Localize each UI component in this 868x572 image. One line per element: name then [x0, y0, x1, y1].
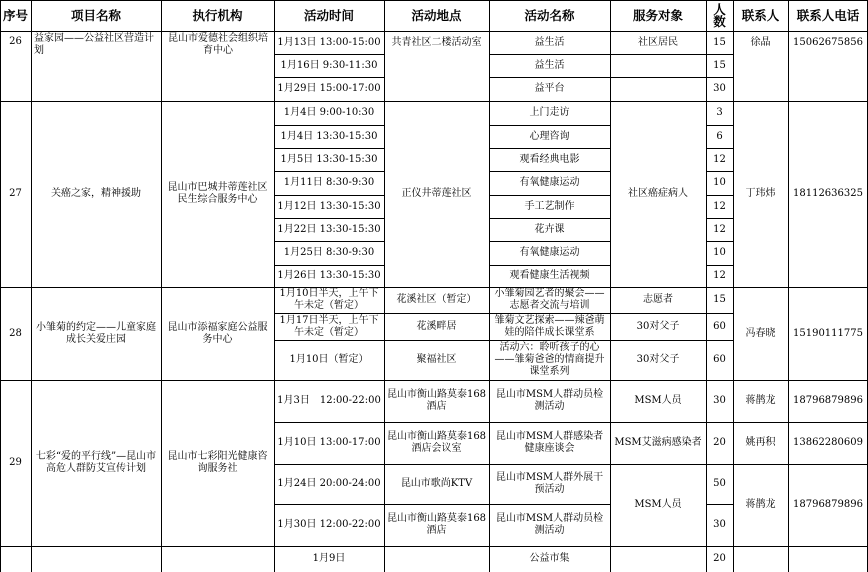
grid-line [274, 422, 868, 423]
activity-name: 益生活 [534, 36, 565, 48]
participant-count: 20 [713, 553, 726, 564]
project-name: 七彩“爱的平行线”—昆山市高危人群防艾宣传计划 [35, 451, 157, 474]
grid-line [31, 0, 32, 572]
activity-name: 昆山市MSM人群感染者健康座谈会 [495, 431, 604, 454]
contact-phone: 15062675856 [793, 36, 863, 48]
activity-name: 小雏菊园艺者的聚会——志愿者交流与培训 [494, 288, 605, 311]
header-time: 活动时间 [303, 7, 354, 23]
grid-line [161, 0, 162, 572]
activity-name: 手工艺制作 [524, 200, 575, 212]
contact-person: 冯春晓 [745, 327, 776, 339]
activity-time: 1月26日 13:30-15:30 [277, 270, 381, 281]
grid-line [489, 77, 733, 78]
grid-line [489, 0, 490, 572]
activity-name: 昆山市MSM人群动员检测活动 [495, 389, 604, 412]
grid-line [489, 125, 610, 126]
grid-line [0, 0, 1, 572]
grid-line [706, 171, 733, 172]
activity-name: 雏菊文艺探索——辣爸萌娃的陪伴成长课堂系 [494, 314, 605, 338]
participant-count: 60 [713, 354, 726, 365]
participant-count: 30 [713, 83, 726, 94]
contact-person: 姚再积 [745, 437, 776, 448]
activity-name: 昆山市MSM人群动员检测活动 [495, 513, 604, 536]
participant-count: 12 [713, 223, 726, 235]
grid-line [274, 0, 275, 572]
activity-time: 1月22日 13:30-15:30 [277, 223, 381, 235]
activity-name: 益生活 [534, 59, 565, 71]
service-target: 社区居民 [638, 36, 678, 48]
activity-time: 1月30日 12:00-22:00 [277, 519, 381, 530]
participant-count: 10 [713, 177, 726, 188]
activity-name: 益平台 [534, 83, 565, 94]
service-target: 30对父子 [636, 320, 680, 332]
service-target: 社区癌症病人 [628, 188, 688, 199]
project-name: 益家园——公益社区营造计划 [34, 33, 154, 56]
header-seq: 序号 [2, 7, 28, 23]
participant-count: 12 [713, 153, 726, 165]
header-place: 活动地点 [411, 7, 462, 23]
project-name: 关癌之家，精神援助 [51, 188, 141, 199]
grid-line [489, 241, 610, 242]
activity-place: 昆山市衡山路莫泰168酒店 [386, 513, 487, 536]
activity-place: 正仪井蒂莲社区 [401, 188, 472, 199]
participant-count: 12 [713, 270, 726, 281]
header-project: 项目名称 [70, 7, 121, 23]
participant-count: 12 [713, 200, 726, 212]
participant-count: 20 [713, 437, 726, 448]
activity-name: 有氧健康运动 [519, 177, 580, 188]
activity-time: 1月3日 12:00-22:00 [277, 395, 381, 406]
group-seq: 28 [9, 327, 22, 339]
activity-name: 有氧健康运动 [519, 247, 580, 258]
grid-line [733, 0, 734, 572]
activity-time: 1月9日 [312, 553, 346, 564]
service-target: 30对父子 [636, 354, 680, 365]
header-contact: 联系人 [741, 7, 780, 23]
activity-time: 1月24日 20:00-24:00 [277, 478, 381, 489]
grid-line [489, 171, 610, 172]
grid-line [274, 340, 733, 341]
activity-place: 共青社区二楼活动室 [391, 36, 482, 48]
grid-line [0, 101, 868, 102]
grid-line [706, 265, 733, 266]
grid-line [489, 218, 610, 219]
grid-line [706, 241, 733, 242]
activity-place: 昆山市歌尚KTV [400, 478, 473, 489]
header-target: 服务对象 [632, 7, 683, 23]
activity-name: 昆山市MSM人群外展干预活动 [495, 472, 604, 495]
grid-line [0, 287, 868, 288]
grid-line [274, 171, 384, 172]
grid-line [0, 380, 868, 381]
contact-phone: 18796879896 [793, 499, 863, 510]
header-activity: 活动名称 [524, 7, 575, 23]
grid-line [706, 125, 733, 126]
grid-line [0, 31, 868, 32]
grid-line [274, 218, 384, 219]
participant-count: 15 [713, 36, 726, 48]
activity-name: 公益市集 [529, 553, 570, 564]
org-name: 昆山市巴城井蒂莲社区民生综合服务中心 [167, 182, 268, 205]
contact-person: 徐晶 [750, 36, 771, 48]
participant-count: 10 [713, 247, 726, 258]
grid-line [274, 77, 384, 78]
activity-time: 1月10日半天，上午下午未定（暂定） [279, 288, 379, 311]
activity-time: 1月25日 8:30-9:30 [283, 247, 375, 258]
grid-line [706, 195, 733, 196]
service-target: MSM人员 [634, 395, 682, 406]
activity-time: 1月29日 15:00-17:00 [277, 83, 381, 94]
org-name: 昆山市添福家庭公益服务中心 [167, 321, 268, 345]
contact-person: 丁玮炜 [745, 188, 776, 199]
grid-line [274, 195, 384, 196]
participant-count: 30 [713, 519, 726, 530]
grid-line [0, 0, 868, 1]
contact-phone: 15190111775 [793, 327, 863, 339]
header-phone: 联系人电话 [796, 7, 860, 23]
service-target: 志愿者 [643, 294, 673, 305]
participant-count: 15 [713, 59, 726, 71]
grid-line [274, 125, 384, 126]
activity-time: 1月4日 13:30-15:30 [280, 130, 378, 142]
participant-count: 30 [713, 395, 726, 406]
activity-time: 1月17日半天，上午下午未定（暂定） [279, 314, 379, 338]
activity-time: 1月10日（暂定） [289, 354, 369, 365]
participant-count: 6 [716, 130, 723, 142]
activity-place: 花溪社区（暂定） [396, 294, 477, 305]
group-seq: 29 [9, 457, 22, 468]
activity-time: 1月5日 13:30-15:30 [280, 153, 378, 165]
activity-time: 1月12日 13:30-15:30 [277, 200, 381, 212]
grid-line [274, 148, 384, 149]
activity-time: 1月11日 8:30-9:30 [283, 177, 375, 188]
activity-place: 昆山市衡山路莫泰168酒店会议室 [386, 431, 487, 454]
activity-name: 花卉课 [534, 223, 565, 235]
grid-line [274, 504, 610, 505]
grid-line [489, 195, 610, 196]
group-seq: 26 [9, 36, 22, 47]
participant-count: 60 [713, 320, 726, 332]
contact-person: 蒋鹊龙 [745, 499, 776, 510]
service-target: MSM艾滋病感染者 [614, 437, 702, 448]
grid-line [706, 148, 733, 149]
header-count: 人数 [713, 1, 726, 29]
contact-phone: 18796879896 [793, 395, 863, 406]
grid-line [274, 54, 384, 55]
service-target: MSM人员 [634, 499, 682, 510]
activity-name: 观看经典电影 [519, 153, 580, 165]
group-seq: 27 [9, 188, 22, 199]
grid-line [706, 0, 707, 572]
grid-line [489, 148, 610, 149]
project-name: 小雏菊的约定——儿童家庭成长关爱庄园 [36, 321, 156, 345]
org-name: 昆山市爱德社会组织培育中心 [168, 33, 268, 56]
contact-person: 蒋鹊龙 [745, 395, 776, 406]
org-name: 昆山市七彩阳光健康咨询服务社 [167, 451, 268, 474]
activity-time: 1月4日 9:00-10:30 [283, 107, 375, 118]
participant-count: 15 [713, 294, 726, 305]
grid-line [274, 265, 384, 266]
activity-name: 心理咨询 [529, 130, 570, 142]
grid-line [274, 464, 868, 465]
grid-line [706, 218, 733, 219]
activity-place: 昆山市衡山路莫泰168酒店 [386, 389, 487, 412]
grid-line [274, 313, 733, 314]
activity-name: 上门走访 [529, 107, 570, 118]
grid-line [706, 504, 733, 505]
grid-line [489, 265, 610, 266]
grid-line [610, 0, 611, 572]
activity-name: 活动六：聆听孩子的心——雏菊爸爸的情商提升课堂系列 [494, 342, 605, 377]
header-org: 执行机构 [192, 7, 243, 23]
participant-count: 50 [713, 478, 726, 489]
participant-count: 3 [716, 107, 723, 118]
activity-time: 1月16日 9:30-11:30 [280, 59, 378, 71]
activity-place: 聚福社区 [416, 354, 457, 365]
contact-phone: 13862280609 [793, 437, 863, 448]
activity-name: 观看健康生活视频 [509, 270, 590, 281]
grid-line [489, 54, 733, 55]
grid-line [0, 546, 868, 547]
activity-time: 1月13日 13:00-15:00 [277, 36, 381, 48]
activity-place: 花溪畔居 [416, 320, 457, 332]
contact-phone: 18112636325 [793, 188, 863, 199]
activity-time: 1月10日 13:00-17:00 [277, 437, 381, 448]
grid-line [788, 0, 789, 572]
grid-line [274, 241, 384, 242]
grid-line [384, 0, 385, 572]
